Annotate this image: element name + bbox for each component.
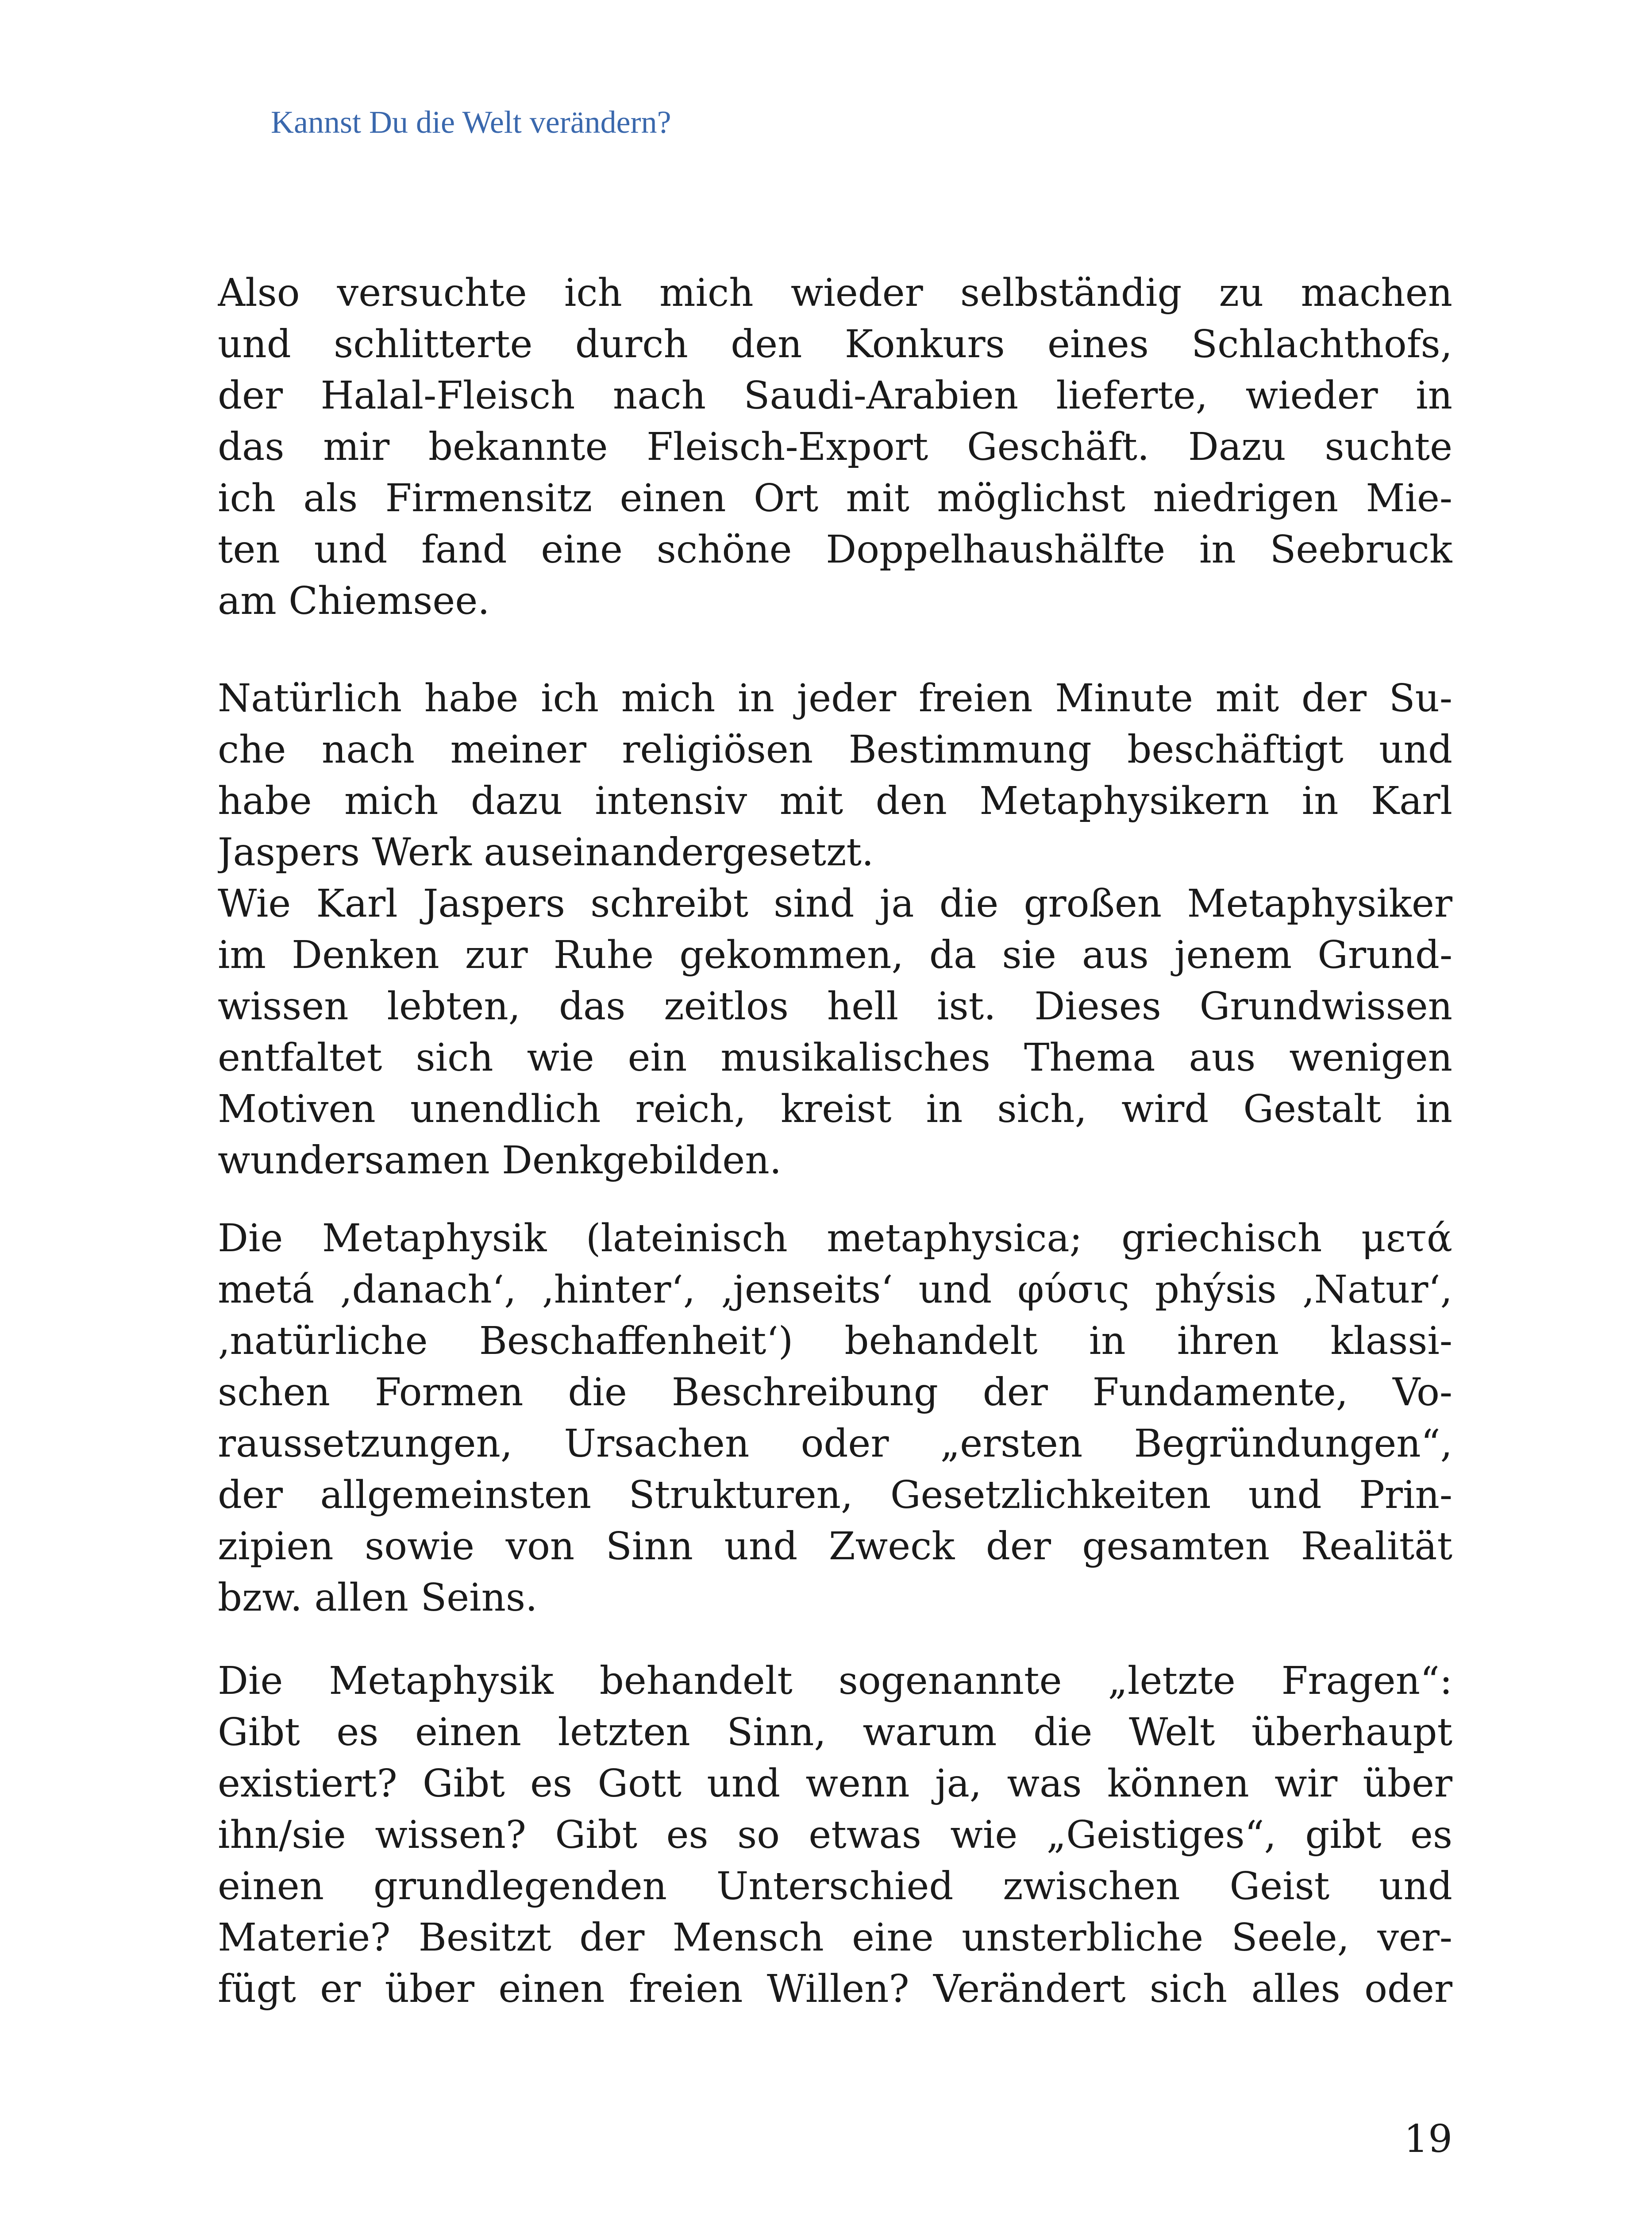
text-line: Die Metaphysik behandelt sogenannte „letzte Fragen“: xyxy=(218,1659,1452,1703)
text-line: zipien sowie von Sinn und Zweck der gesamten Realität xyxy=(218,1524,1452,1569)
text-line: entfaltet sich wie ein musikalisches Thema aus wenigen xyxy=(218,1036,1452,1080)
text-line: am Chiemsee. xyxy=(218,579,490,623)
text-line: Materie? Besitzt der Mensch eine unsterbliche Seele, ver- xyxy=(218,1916,1452,1960)
text-line: che nach meiner religiösen Bestimmung beschäftigt und xyxy=(218,728,1452,772)
text-line: bzw. allen Seins. xyxy=(218,1576,538,1620)
text-line: existiert? Gibt es Gott und wenn ja, was können wir über xyxy=(218,1762,1452,1806)
text-line: Motiven unendlich reich, kreist in sich, wird Gestalt in xyxy=(218,1087,1452,1131)
text-line: fügt er über einen freien Willen? Verändert sich alles oder xyxy=(218,1967,1452,2011)
text-line: ihn/sie wissen? Gibt es so etwas wie „Geistiges“, gibt es xyxy=(218,1813,1452,1857)
text-line: habe mich dazu intensiv mit den Metaphysikern in Karl xyxy=(218,779,1452,823)
text-line: Natürlich habe ich mich in jeder freien Minute mit der Su- xyxy=(218,676,1452,721)
text-line: ‚natürliche Beschaffenheit‘) behandelt in ihren klassi- xyxy=(218,1319,1452,1363)
text-line: metá ‚danach‘, ‚hinter‘, ‚jenseits‘ und φύσις phýsis ‚Natur‘, xyxy=(218,1268,1452,1312)
text-line: und schlitterte durch den Konkurs eines Schlachthofs, xyxy=(218,322,1452,366)
text-line: im Denken zur Ruhe gekommen, da sie aus jenem Grund- xyxy=(218,933,1452,977)
page-number: 19 xyxy=(1404,2117,1452,2161)
paragraph-4 xyxy=(218,1213,1452,1623)
text-line: wundersamen Denkgebilden. xyxy=(218,1138,782,1183)
text-line: Gibt es einen letzten Sinn, warum die Welt überhaupt xyxy=(218,1710,1452,1754)
text-line: wissen lebten, das zeitlos hell ist. Dieses Grundwissen xyxy=(218,984,1452,1029)
paragraph-5 xyxy=(218,1655,1452,2015)
text-line: schen Formen die Beschreibung der Fundamente, Vo- xyxy=(218,1370,1452,1415)
paragraph-3 xyxy=(218,878,1452,1186)
running-header: Kannst Du die Welt verändern? xyxy=(271,104,671,140)
text-line: Wie Karl Jaspers schreibt sind ja die großen Metaphysiker xyxy=(218,882,1452,926)
text-line: Die Metaphysik (lateinisch metaphysica; griechisch μετά xyxy=(218,1216,1452,1261)
text-line: Also versuchte ich mich wieder selbständig zu machen xyxy=(218,271,1452,315)
paragraph-2 xyxy=(218,673,1452,878)
text-line: raussetzungen, Ursachen oder „ersten Begründungen“, xyxy=(218,1422,1452,1466)
text-line: ich als Firmensitz einen Ort mit möglichst niedrigen Mie- xyxy=(218,476,1452,520)
text-line: der Halal-Fleisch nach Saudi-Arabien lieferte, wieder in xyxy=(218,374,1452,418)
text-line: der allgemeinsten Strukturen, Gesetzlichkeiten und Prin- xyxy=(218,1473,1452,1517)
text-line: ten und fand eine schöne Doppelhaushälfte in Seebruck xyxy=(218,528,1452,572)
paragraph-1 xyxy=(218,267,1452,627)
text-line: Jaspers Werk auseinandergesetzt. xyxy=(218,830,874,875)
text-line: einen grundlegenden Unterschied zwischen Geist und xyxy=(218,1864,1452,1908)
text-line: das mir bekannte Fleisch-Export Geschäft. Dazu suchte xyxy=(218,425,1452,469)
